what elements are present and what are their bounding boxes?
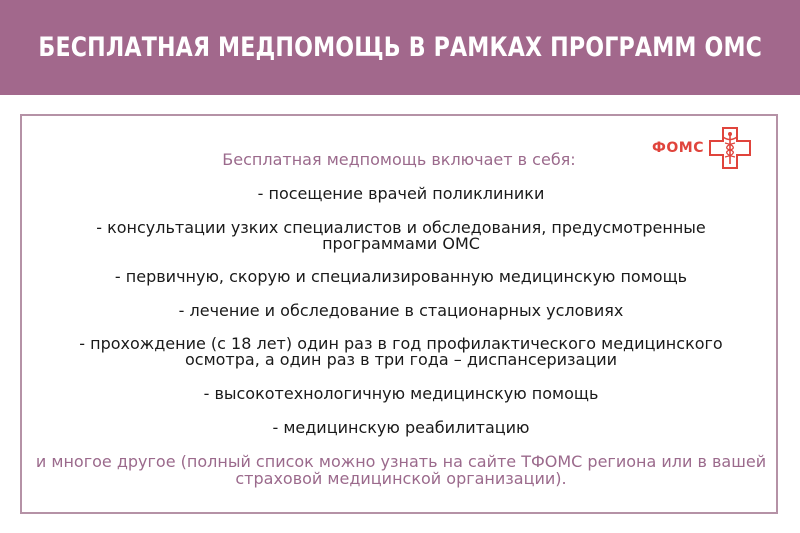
list-item: - высокотехнологичную медицинскую помощь	[203, 384, 599, 403]
list-item: - прохождение (с 18 лет) один раз в год профилактического медицинского осмотра, а один раз в три года – диспансеризации	[79, 334, 723, 369]
list-item: - посещение врачей поликлиники	[257, 184, 545, 203]
list-item: - консультации узких специалистов и обследования, предусмотренные программами ОМС	[96, 218, 706, 253]
page-title: БЕСПЛАТНАЯ МЕДПОМОЩЬ В РАМКАХ ПРОГРАММ ОМС	[38, 32, 762, 63]
list-item: - медицинскую реабилитацию	[272, 418, 530, 437]
logo-text: ФОМС	[652, 140, 704, 156]
list-item: - первичную, скорую и специализированную медицинскую помощь	[114, 267, 688, 286]
info-card	[20, 114, 778, 514]
outro-text: и многое другое (полный список можно узнать на сайте ТФОМС региона или в вашей страховой медицинской организации).	[35, 452, 767, 488]
header-banner	[0, 0, 800, 95]
list-item: - лечение и обследование в стационарных условиях	[178, 301, 624, 320]
intro-text: Бесплатная медпомощь включает в себя:	[222, 150, 576, 169]
